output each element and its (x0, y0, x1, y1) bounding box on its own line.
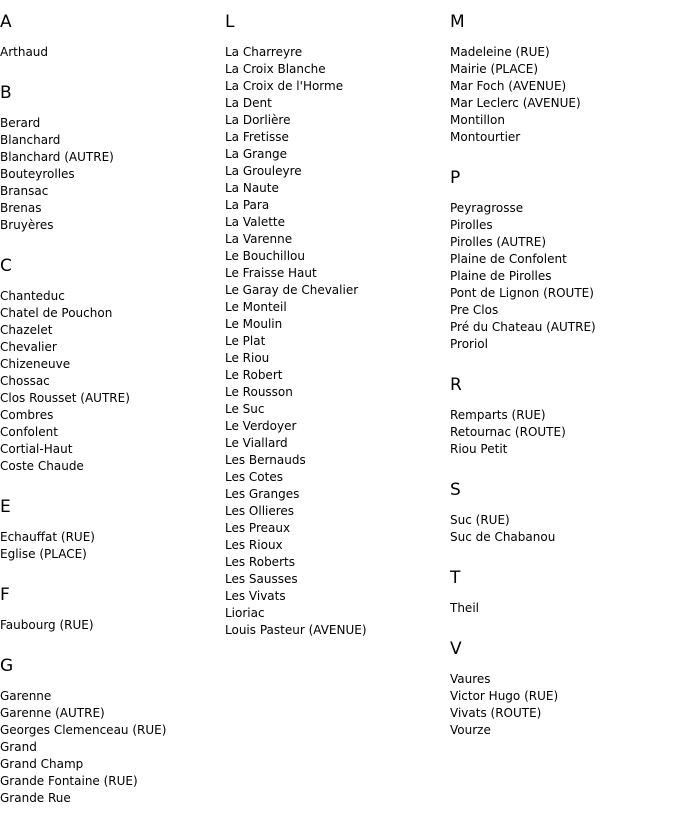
street-link[interactable]: La Dent (225, 96, 272, 110)
street-link[interactable]: La Grouleyre (225, 164, 302, 178)
letter-group (0, 583, 222, 634)
street-link[interactable]: Le Suc (225, 402, 265, 416)
street-link[interactable]: Remparts (RUE) (450, 408, 546, 422)
street-link[interactable]: Suc (RUE) (450, 513, 510, 527)
letter-group (0, 654, 222, 807)
street-link[interactable]: Les Cotes (225, 470, 283, 484)
street-link[interactable]: Chevalier (0, 340, 57, 354)
street-link[interactable]: Blanchard (0, 133, 61, 147)
street-link[interactable]: Madeleine (RUE) (450, 45, 550, 59)
letter-group (450, 566, 672, 617)
street-link[interactable]: Bruyères (0, 218, 54, 232)
street-list (450, 600, 672, 617)
street-link[interactable]: La Para (225, 198, 270, 212)
street-link[interactable]: Grand Champ (0, 757, 84, 771)
street-link[interactable]: Le Riou (225, 351, 270, 365)
street-link[interactable]: Retournac (ROUTE) (450, 425, 566, 439)
street-link[interactable]: Mar Leclerc (AVENUE) (450, 96, 581, 110)
street-link[interactable]: Chizeneuve (0, 357, 71, 371)
street-link[interactable]: Bransac (0, 184, 49, 198)
letter-heading: P (450, 168, 461, 188)
street-link[interactable]: Grande Rue (0, 791, 71, 805)
index-column-2 (225, 10, 447, 659)
street-link[interactable]: Faubourg (RUE) (0, 618, 94, 632)
letter-heading: S (450, 480, 461, 500)
street-link[interactable]: La Valette (225, 215, 285, 229)
letter-group (450, 10, 672, 146)
street-link[interactable]: Garenne (AUTRE) (0, 706, 105, 720)
street-link[interactable]: Berard (0, 116, 41, 130)
street-link[interactable]: La Dorlière (225, 113, 291, 127)
street-link[interactable]: Eglise (PLACE) (0, 547, 87, 561)
street-link[interactable]: Plaine de Pirolles (450, 269, 552, 283)
street-link[interactable]: La Varenne (225, 232, 293, 246)
street-link[interactable]: Cortial-Haut (0, 442, 73, 456)
street-link[interactable]: Chazelet (0, 323, 53, 337)
letter-heading: E (0, 497, 11, 517)
letter-heading: L (225, 12, 235, 32)
letter-group (0, 10, 222, 61)
street-link[interactable]: Pre Clos (450, 303, 499, 317)
street-link[interactable]: Le Fraisse Haut (225, 266, 317, 280)
street-list (0, 288, 222, 475)
street-link[interactable]: Echauffat (RUE) (0, 530, 95, 544)
street-link[interactable]: La Fretisse (225, 130, 289, 144)
street-link[interactable]: Louis Pasteur (AVENUE) (225, 623, 367, 637)
letter-heading: V (450, 639, 462, 659)
street-list (450, 200, 672, 353)
letter-group (450, 166, 672, 353)
letter-heading: M (450, 12, 465, 32)
street-link[interactable]: La Naute (225, 181, 279, 195)
street-link[interactable]: Lioriac (225, 606, 265, 620)
street-link[interactable]: Vaures (450, 672, 491, 686)
street-link[interactable]: Les Preaux (225, 521, 291, 535)
street-link[interactable]: Victor Hugo (RUE) (450, 689, 559, 703)
street-link[interactable]: Chossac (0, 374, 50, 388)
street-list (450, 671, 672, 739)
street-list (450, 512, 672, 546)
letter-group (0, 495, 222, 563)
index-column-3 (450, 10, 672, 759)
street-link[interactable]: Georges Clemenceau (RUE) (0, 723, 167, 737)
street-link[interactable]: Le Rousson (225, 385, 293, 399)
street-link[interactable]: Peyragrosse (450, 201, 524, 215)
street-link[interactable]: Garenne (0, 689, 52, 703)
street-link[interactable]: Le Plat (225, 334, 266, 348)
street-link[interactable]: Montillon (450, 113, 505, 127)
street-link[interactable]: Vourze (450, 723, 491, 737)
street-link[interactable]: Bouteyrolles (0, 167, 75, 181)
letter-heading: F (0, 585, 10, 605)
street-link[interactable]: Combres (0, 408, 54, 422)
street-link[interactable]: Le Viallard (225, 436, 288, 450)
street-link[interactable]: La Croix Blanche (225, 62, 326, 76)
street-link[interactable]: Plaine de Confolent (450, 252, 567, 266)
street-link[interactable]: La Charreyre (225, 45, 303, 59)
letter-group (450, 637, 672, 739)
street-link[interactable]: Le Verdoyer (225, 419, 297, 433)
street-link[interactable]: Le Monteil (225, 300, 287, 314)
letter-heading: T (450, 568, 461, 588)
letter-heading: A (0, 12, 12, 32)
street-link[interactable]: Arthaud (0, 45, 49, 59)
letter-heading: C (0, 256, 12, 276)
index-column-1 (0, 10, 222, 827)
street-link[interactable]: Pont de Lignon (ROUTE) (450, 286, 594, 300)
street-list (225, 44, 447, 639)
street-list (450, 407, 672, 458)
street-link[interactable]: Le Garay de Chevalier (225, 283, 359, 297)
letter-group (0, 254, 222, 475)
letter-group (0, 81, 222, 234)
street-link[interactable]: Pirolles (450, 218, 493, 232)
street-link[interactable]: Chatel de Pouchon (0, 306, 113, 320)
street-link[interactable]: La Grange (225, 147, 288, 161)
street-link[interactable]: Les Vivats (225, 589, 286, 603)
street-link[interactable]: Les Roberts (225, 555, 295, 569)
street-link[interactable]: Le Bouchillou (225, 249, 306, 263)
street-link[interactable]: Clos Rousset (AUTRE) (0, 391, 130, 405)
street-link[interactable]: Le Moulin (225, 317, 283, 331)
street-link[interactable]: Mairie (PLACE) (450, 62, 539, 76)
letter-group (225, 10, 447, 639)
street-link[interactable]: Chanteduc (0, 289, 65, 303)
letter-heading: B (0, 83, 12, 103)
street-link[interactable]: Theil (450, 601, 479, 615)
letter-heading: G (0, 656, 14, 676)
street-link[interactable]: Riou Petit (450, 442, 508, 456)
street-list (450, 44, 672, 146)
street-list (0, 688, 222, 807)
street-link[interactable]: Blanchard (AUTRE) (0, 150, 114, 164)
street-list (0, 617, 222, 634)
street-link[interactable]: Pirolles (AUTRE) (450, 235, 547, 249)
street-link[interactable]: Les Bernauds (225, 453, 306, 467)
street-link[interactable]: Brenas (0, 201, 42, 215)
street-link[interactable]: Les Ollieres (225, 504, 295, 518)
street-link[interactable]: Pré du Chateau (AUTRE) (450, 320, 596, 334)
street-link[interactable]: Mar Foch (AVENUE) (450, 79, 567, 93)
letter-group (450, 478, 672, 546)
street-link[interactable]: Les Granges (225, 487, 300, 501)
street-link[interactable]: Suc de Chabanou (450, 530, 556, 544)
letter-heading: R (450, 375, 462, 395)
street-list (0, 115, 222, 234)
street-link[interactable]: Confolent (0, 425, 58, 439)
street-link[interactable]: La Croix de l'Horme (225, 79, 344, 93)
street-link[interactable]: Grand (0, 740, 37, 754)
street-link[interactable]: Le Robert (225, 368, 283, 382)
street-link[interactable]: Les Sausses (225, 572, 298, 586)
street-list (0, 529, 222, 563)
street-list (0, 44, 222, 61)
street-link[interactable]: Montourtier (450, 130, 521, 144)
letter-group (450, 373, 672, 458)
street-link[interactable]: Coste Chaude (0, 459, 84, 473)
street-link[interactable]: Vivats (ROUTE) (450, 706, 542, 720)
street-link[interactable]: Les Rioux (225, 538, 283, 552)
street-link[interactable]: Grande Fontaine (RUE) (0, 774, 138, 788)
street-link[interactable]: Proriol (450, 337, 488, 351)
